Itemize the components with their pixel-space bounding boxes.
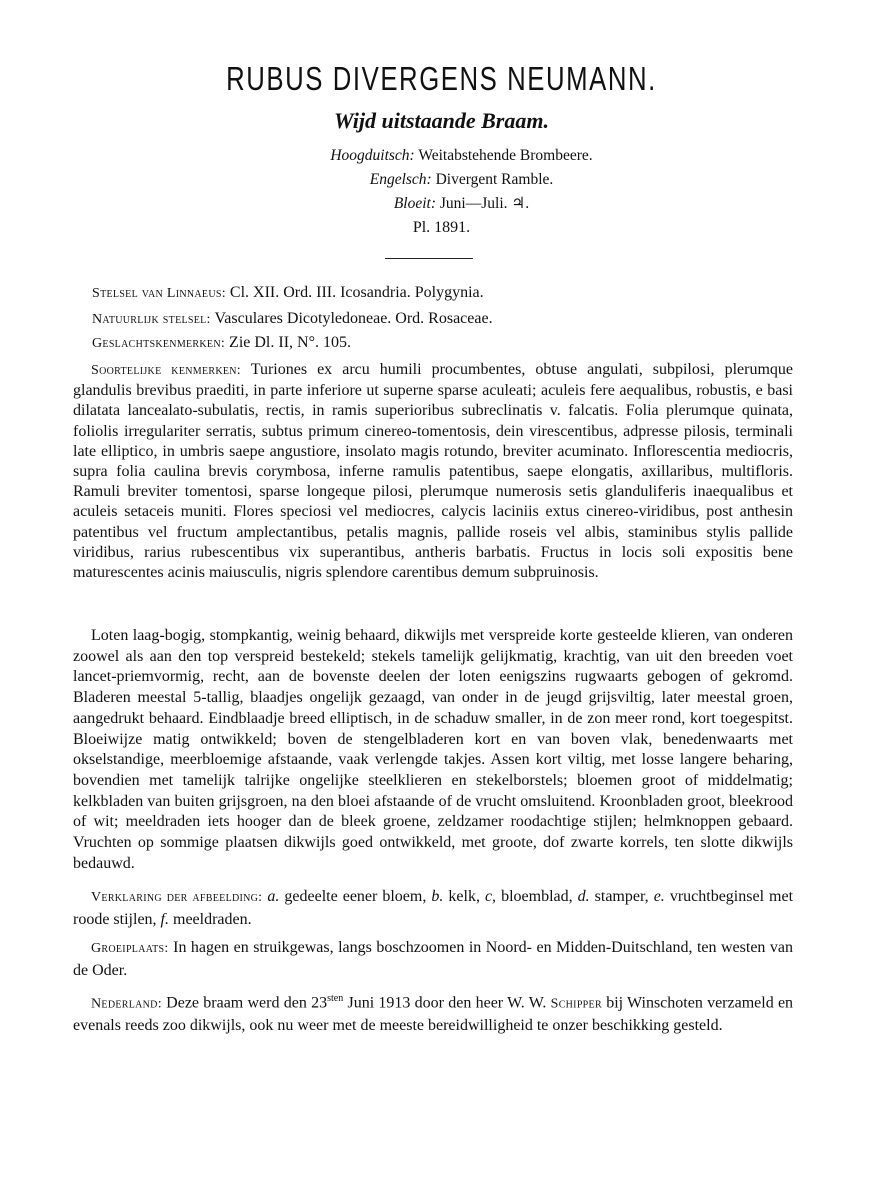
flowering-line xyxy=(0,194,883,213)
figure-explanation-paragraph xyxy=(73,886,793,931)
netherlands-paragraph xyxy=(73,988,793,1037)
habitat-text: In hagen en struikgewas, langs boschzoomen in Noord- en Midden-Duitschland, ten westen van de Oder. xyxy=(73,939,794,979)
figure-key-f: f. xyxy=(160,911,169,928)
figure-key-e-text: vruchtbeginsel met roode stijlen, xyxy=(73,888,794,928)
german-name-line xyxy=(0,147,883,165)
figure-key-a-text: gedeelte eener bloem, xyxy=(284,888,427,905)
plate-number: Pl. 1891. xyxy=(412,219,471,236)
netherlands-text-3: bij Winschoten verzameld en evenals reeds zoo dikwijls, ook nu weer met de meeste bereidwilligheid te onzer beschikking gesteld. xyxy=(73,994,794,1035)
dutch-description-paragraph: Loten laag-bogig, stompkantig, weinig behaard, dikwijls met verspreide korte gesteelde klieren, van onderen zoowel als aan den top verspreid bestekeld; stekels tamelijk gelijkmatig, krachtig, van uit den breeden voet lancet-priemvormig, recht, aan de bovenste deelen der loten eenigszins rugwaarts gebogen of gekromd. Bladeren meestal 5-tallig, blaadjes ongelijk gezaagd, van onder in de jeugd grijsviltig, later meestal groen, aangedrukt behaard. Eindblaadje breed elliptisch, in de schaduw smaller, in de zon meer rond, kort toegespitst. Bloeiwijze matig ontwikkeld; boven de stengelbladeren kort en van boven vlak, benedenwaarts met okselstandige, meerbloemige afstaande, vaak verlengde takjes. Assen kort viltig, met losse langere beharing, bovendien met tamelijk talrijke ongelijke steelklieren en stekelborstels; bloemen groot of middelmatig; kelkbladen van buiten grijsgroen, na den bloei afstaande of de vrucht omsluitend. Kroonbladen groot, bleekrood of wit; meeldraden iets hooger dan de bleek groene, zeldzamer roodachtige stijlen; helmknoppen gebaard. Vruchten op sommige plaatsen dikwijls goed ontwikkeld, met groote, dof zwarte korrels, ten slotte dikwijls bedauwd. xyxy=(73,627,793,872)
divider-rule xyxy=(385,258,473,259)
habitat-label: Groeiplaats: xyxy=(91,941,169,956)
habitat-paragraph xyxy=(73,937,793,982)
netherlands-label: Nederland: xyxy=(91,996,162,1012)
english-label: Engelsch: xyxy=(369,171,432,188)
flowering-label: Bloeit: xyxy=(393,195,437,212)
german-label: Hoogduitsch: xyxy=(330,147,415,164)
english-name-line xyxy=(0,171,883,189)
collector-name: Schipper xyxy=(550,996,602,1012)
figure-key-e: e. xyxy=(653,888,665,905)
genus-characteristics-line xyxy=(92,334,351,352)
figure-explanation-label: Verklaring der afbeelding: xyxy=(91,890,263,905)
species-label: Soortelijke kenmerken: xyxy=(91,363,241,378)
figure-key-b-text: kelk, xyxy=(448,888,480,905)
figure-key-d: d. xyxy=(577,888,590,905)
figure-key-b: b. xyxy=(431,888,444,905)
genus-label: Geslachtskenmerken: xyxy=(92,336,226,351)
linnaeus-label: Stelsel van Linnaeus: xyxy=(92,286,226,301)
netherlands-text-1: Deze braam werd den 23 xyxy=(166,994,328,1012)
latin-description: Turiones ex arcu humili procumbentes, obtuse angulati, subpilosi, plerumque glandulis brevibus praediti, in parte inferiore ut superne sparse aculeati; aculeis fere aequalibus, robustis, e basi dilatata lancealato-subulatis, rectis, in ramis superioribus subreclinatis v. falcatis. Folia plerumque quinata, foliolis irregulariter serratis, subtus primum cinereo-tomentosis, dein virescentibus, adpresse pilosis, terminali late elliptico, in umbris saepe angustiore, insolato magis rotundo, breviter acuminato. Inflorescentia mediocris, supra folia caulina brevis corymbosa, inferne ramulis patentibus, saepe elongatis, axillaribus, multifloris. Ramuli breviter tomentosi, sparse longeque pilosi, plerumque numerosis setis glanduliferis inaequalibus et aculeis setaceis muniti. Flores speciosi vel mediocres, calycis laciniis extus cinereo-viridibus, post anthesin patentibus vel fructum amplectantibus, petalis magnis, pallide roseis vel albis, staminibus stylis pallide viridibus, rarius rubescentibus vix superantibus, antheris barbatis. Fructus in locis soli expositis bene maturescentes acinis maiusculis, nigris splendore carentibus demum subpruinosis. xyxy=(73,361,793,582)
figure-key-d-text: stamper, xyxy=(594,888,649,905)
date-suffix: sten xyxy=(327,993,344,1004)
english-name: Divergent Ramble. xyxy=(435,171,554,188)
natural-system-value: Vasculares Dicotyledoneae. Ord. Rosaceae. xyxy=(214,310,493,327)
species-characteristics-paragraph xyxy=(73,360,793,583)
natural-system-line xyxy=(92,310,493,328)
figure-key-a: a. xyxy=(267,888,280,905)
figure-key-f-text: meeldraden. xyxy=(173,911,252,928)
flowering-value: Juni—Juli. ♃. xyxy=(439,195,530,212)
german-name: Weitabstehende Brombeere. xyxy=(418,147,593,164)
linnaeus-value: Cl. XII. Ord. III. Icosandria. Polygynia. xyxy=(229,284,484,301)
figure-key-c-text: bloemblad, xyxy=(501,888,573,905)
genus-value: Zie Dl. II, N°. 105. xyxy=(229,334,351,351)
netherlands-text-2: Juni 1913 door den heer W. W. xyxy=(347,994,547,1012)
natural-system-label: Natuurlijk stelsel: xyxy=(92,312,211,327)
dutch-common-name: Wijd uitstaande Braam. xyxy=(334,108,549,133)
linnaeus-system-line xyxy=(92,284,484,302)
page-title: RUBUS DIVERGENS NEUMANN. xyxy=(226,60,657,97)
figure-key-c: c, xyxy=(484,888,497,905)
